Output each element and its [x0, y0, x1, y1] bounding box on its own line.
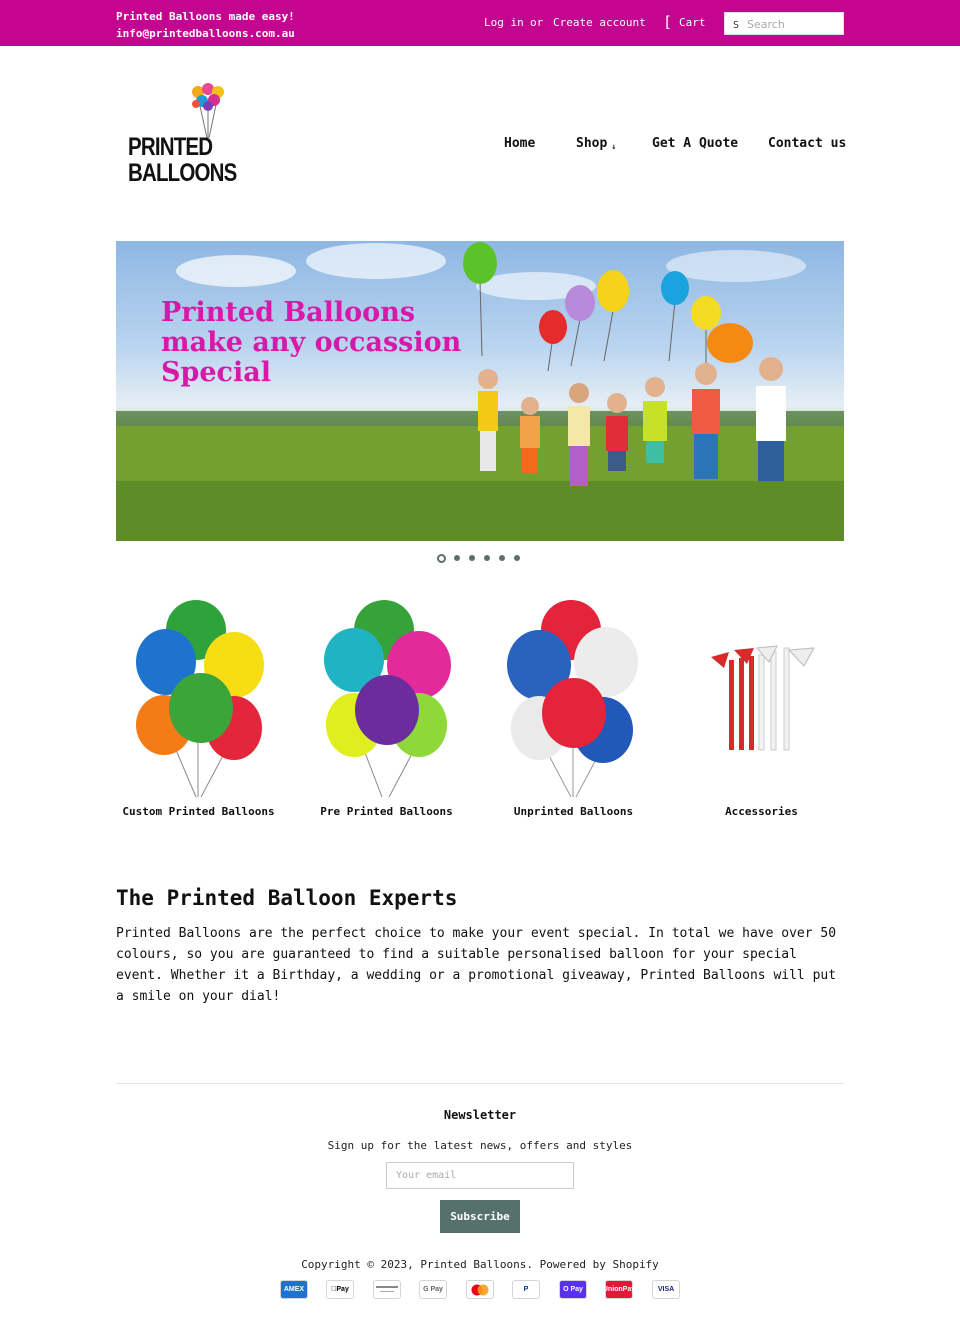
- hero-line-2: make any occassion: [161, 327, 462, 358]
- shop-pay-icon: O Pay: [559, 1280, 587, 1299]
- collection-label[interactable]: Pre Printed Balloons: [320, 805, 453, 818]
- logo-line-1: PRINTED: [128, 133, 213, 161]
- or-text: or: [530, 16, 544, 29]
- slide-dot-3[interactable]: [469, 555, 475, 561]
- collection-label[interactable]: Accessories: [725, 805, 798, 818]
- slide-dot-6[interactable]: [514, 555, 520, 561]
- nav-contact-us[interactable]: Contact us: [768, 136, 847, 151]
- nav-shop-label: Shop: [576, 136, 608, 151]
- diners-club-icon: [373, 1280, 401, 1299]
- cart-icon[interactable]: [: [663, 13, 673, 31]
- hero-slideshow[interactable]: [116, 241, 844, 541]
- hero-line-1: Printed Balloons: [161, 297, 416, 328]
- section-title: The Printed Balloon Experts: [116, 886, 458, 910]
- logo-line-2: BALLOONS: [128, 159, 237, 187]
- announcement-text: [116, 8, 295, 42]
- contact-email-link[interactable]: info@printedballoons.com.au: [116, 27, 295, 40]
- search-input[interactable]: [747, 15, 841, 33]
- collection-label[interactable]: Unprinted Balloons: [513, 805, 634, 818]
- cart-link[interactable]: Cart: [679, 16, 706, 29]
- hero-line-3: Special: [161, 357, 272, 388]
- unprinted-balloons-image: [491, 600, 656, 797]
- slide-dot-2[interactable]: [454, 555, 460, 561]
- nav-shop[interactable]: [576, 136, 616, 151]
- slide-dot-4[interactable]: [484, 555, 490, 561]
- mastercard-icon: [466, 1280, 494, 1299]
- section-body: Printed Balloons are the perfect choice to make your event special. In total we have over 50 colours, so you are guaranteed to find a suitable personalised balloon for your special event. Whether it a Birthday, a wedding or a promotional giveaway, Printed Balloons will put a smile on your dial!: [116, 926, 837, 1004]
- tagline: Printed Balloons made easy!: [116, 10, 295, 23]
- newsletter-subtitle: Sign up for the latest news, offers and styles: [327, 1139, 633, 1152]
- footer-divider: [116, 1083, 844, 1084]
- nav-get-a-quote[interactable]: Get A Quote: [652, 136, 739, 151]
- login-link[interactable]: Log in: [484, 16, 524, 29]
- search-box[interactable]: [724, 12, 844, 35]
- newsletter-email-field[interactable]: [386, 1162, 574, 1189]
- copyright-text: Copyright © 2023, Printed Balloons. Powered by Shopify: [301, 1258, 659, 1271]
- nav-home[interactable]: Home: [504, 136, 536, 151]
- pre-printed-balloons-image: [304, 600, 469, 797]
- apple-pay-icon: Pay: [326, 1280, 354, 1299]
- search-icon[interactable]: S: [733, 20, 740, 31]
- amex-icon: AMEX: [280, 1280, 308, 1299]
- hero-image: [116, 241, 844, 541]
- collection-label[interactable]: Custom Printed Balloons: [122, 805, 275, 818]
- slide-dot-5[interactable]: [499, 555, 505, 561]
- logo-wordmark: [128, 134, 236, 186]
- custom-printed-balloons-image: [116, 600, 281, 797]
- subscribe-button[interactable]: Subscribe: [440, 1200, 520, 1233]
- accessories-image: [679, 600, 844, 797]
- newsletter-title: Newsletter: [443, 1108, 517, 1122]
- visa-icon: VISA: [652, 1280, 680, 1299]
- hero-headline: [161, 298, 461, 388]
- announcement-bar: [0, 0, 960, 46]
- slide-dot-1[interactable]: [437, 554, 446, 563]
- union-pay-icon: UnionPay: [605, 1280, 633, 1299]
- create-account-link[interactable]: Create account: [553, 16, 646, 29]
- paypal-icon: P: [512, 1280, 540, 1299]
- balloon-cluster-icon: [116, 80, 236, 140]
- site-logo[interactable]: [116, 80, 236, 195]
- google-pay-icon: G Pay: [419, 1280, 447, 1299]
- chevron-down-icon: ↓: [611, 142, 617, 151]
